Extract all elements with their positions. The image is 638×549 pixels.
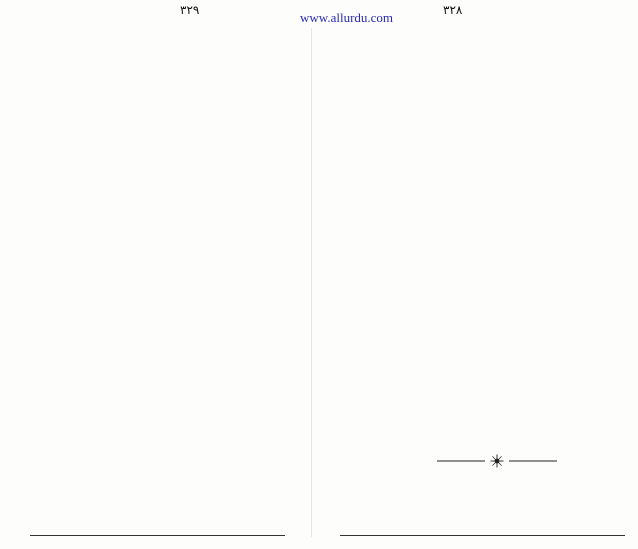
text-line [331,176,627,194]
text-line [331,104,627,122]
text-line [331,320,627,338]
text-line [28,464,292,482]
right-page-bottom-rule [340,535,625,536]
text-line [28,482,292,500]
text-line [28,392,292,410]
text-line [28,86,292,104]
text-line [331,302,627,320]
book-gutter [311,28,312,537]
site-url-link[interactable]: www.allurdu.com [300,10,394,25]
text-line [28,248,292,266]
text-line [331,356,627,374]
text-line [28,338,292,356]
text-line [331,410,627,428]
text-line [28,158,292,176]
text-line [331,230,627,248]
text-line [28,194,292,212]
text-line [28,122,292,140]
text-line [331,212,627,230]
text-line [28,230,292,248]
text-line [331,68,627,86]
text-line [28,284,292,302]
text-line [331,122,627,140]
text-line [331,484,627,502]
text-line [331,284,627,302]
text-line [331,374,627,392]
page-number-left: ۳۲۹ [180,3,200,17]
text-line [28,356,292,374]
text-line [28,140,292,158]
section-break-ornament-icon [437,454,557,468]
right-page-new-section [331,484,627,537]
text-line [28,428,292,446]
text-line [28,50,292,68]
text-line [28,302,292,320]
text-line [28,176,292,194]
left-page-text [28,32,292,518]
text-line [331,140,627,158]
text-line [28,446,292,464]
text-line [28,320,292,338]
text-line [28,68,292,86]
text-line [28,212,292,230]
text-line [331,502,627,520]
left-page-bottom-rule [30,535,285,536]
text-line [331,428,627,446]
left-page [28,32,292,537]
text-line [331,248,627,266]
right-page-text [331,32,627,446]
page-number-right: ۳۲۸ [443,3,463,17]
text-line [331,158,627,176]
text-line [331,86,627,104]
text-line [331,50,627,68]
text-line [331,32,627,50]
text-line [331,266,627,284]
text-line [331,194,627,212]
text-line [28,104,292,122]
text-line [331,338,627,356]
text-line [331,392,627,410]
text-line [28,500,292,518]
text-line [28,374,292,392]
text-line [28,410,292,428]
text-line [28,32,292,50]
text-line [28,266,292,284]
